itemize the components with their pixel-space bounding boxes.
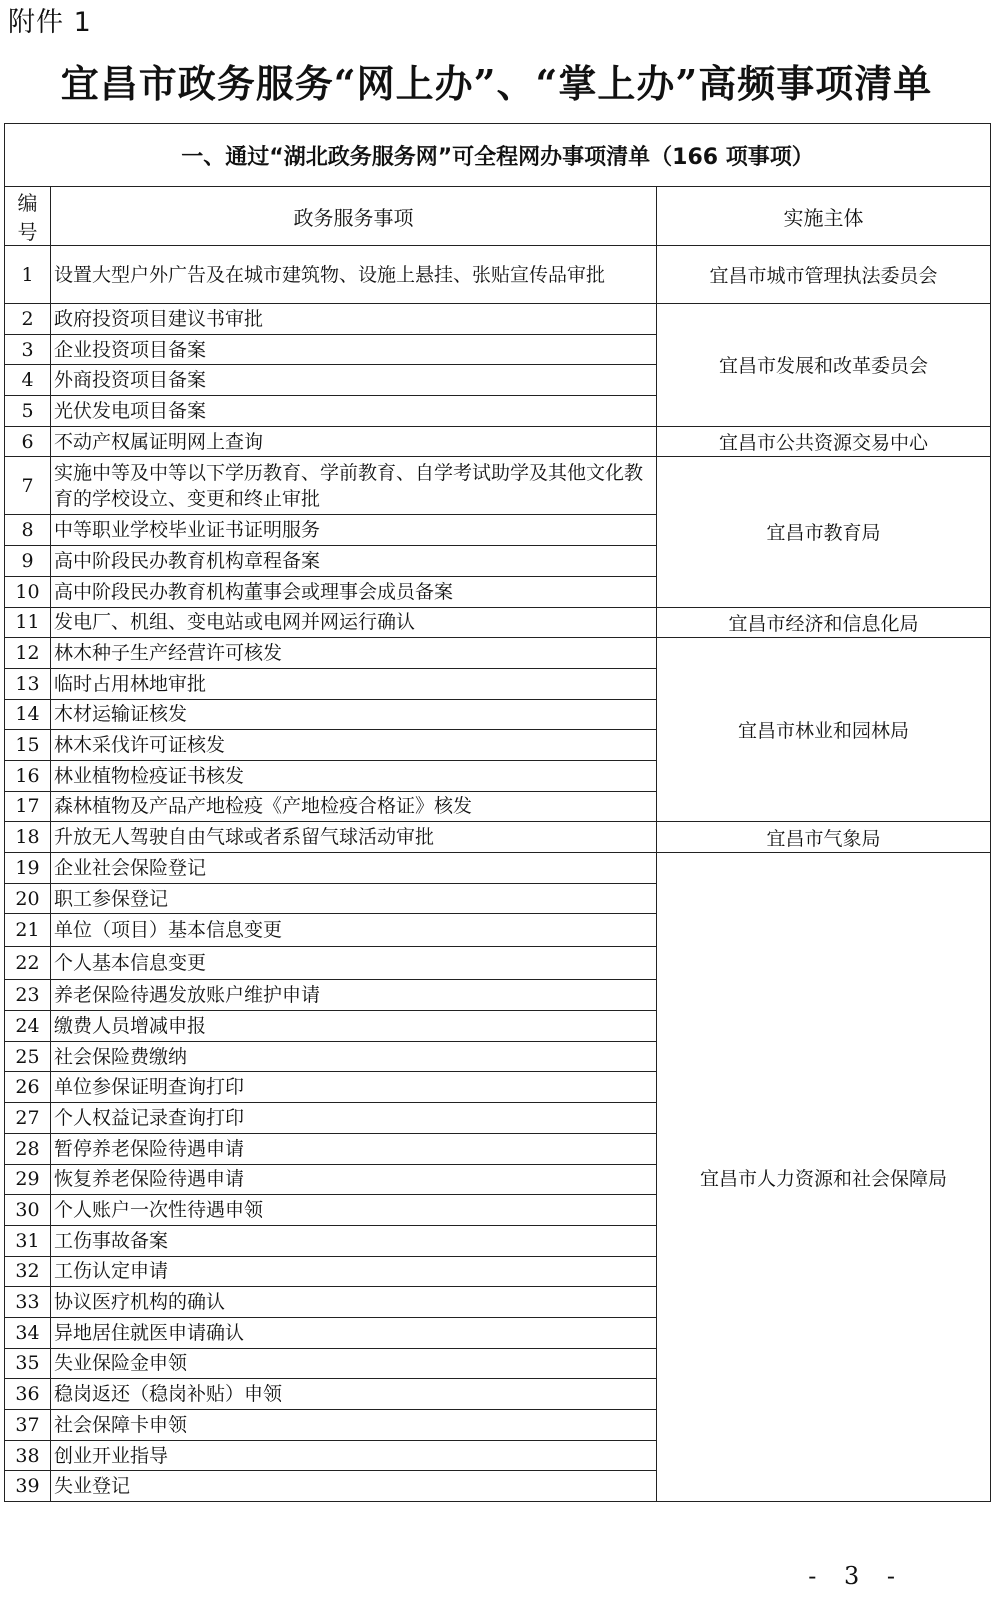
item-number: 12 <box>5 638 51 669</box>
table-row <box>5 426 991 457</box>
item-number: 23 <box>5 980 51 1011</box>
implementing-agency: 宜昌市林业和园林局 <box>657 638 991 822</box>
service-item: 社会保险费缴纳 <box>51 1041 657 1072</box>
item-number: 2 <box>5 304 51 335</box>
implementing-agency: 宜昌市发展和改革委员会 <box>657 304 991 427</box>
attachment-label: 附件 1 <box>8 7 92 38</box>
item-number: 4 <box>5 365 51 396</box>
service-item: 创业开业指导 <box>51 1440 657 1471</box>
service-item: 异地居住就医申请确认 <box>51 1317 657 1348</box>
item-number: 17 <box>5 791 51 822</box>
item-number: 3 <box>5 334 51 365</box>
item-number: 5 <box>5 396 51 427</box>
item-number: 31 <box>5 1225 51 1256</box>
table-row <box>5 246 991 304</box>
service-item: 林业植物检疫证书核发 <box>51 760 657 791</box>
service-item: 单位参保证明查询打印 <box>51 1072 657 1103</box>
item-number: 34 <box>5 1317 51 1348</box>
item-number: 29 <box>5 1164 51 1195</box>
column-header-item: 政务服务事项 <box>51 187 657 246</box>
service-item: 企业社会保险登记 <box>51 853 657 884</box>
implementing-agency: 宜昌市城市管理执法委员会 <box>657 246 991 304</box>
service-item: 养老保险待遇发放账户维护申请 <box>51 980 657 1011</box>
service-item: 不动产权属证明网上查询 <box>51 426 657 457</box>
service-item: 职工参保登记 <box>51 883 657 914</box>
item-number: 8 <box>5 515 51 546</box>
table-header-row <box>5 187 991 246</box>
implementing-agency: 宜昌市公共资源交易中心 <box>657 426 991 457</box>
item-number: 22 <box>5 947 51 980</box>
document-title: 宜昌市政务服务“网上办”、“掌上办”高频事项清单 <box>60 61 933 106</box>
service-item: 失业登记 <box>51 1471 657 1502</box>
service-item: 高中阶段民办教育机构董事会或理事会成员备案 <box>51 576 657 607</box>
item-number: 32 <box>5 1256 51 1287</box>
service-item: 中等职业学校毕业证书证明服务 <box>51 515 657 546</box>
table-row <box>5 853 991 884</box>
item-number: 36 <box>5 1379 51 1410</box>
table-row <box>5 457 991 515</box>
service-item: 失业保险金申领 <box>51 1348 657 1379</box>
item-number: 1 <box>5 246 51 304</box>
item-number: 6 <box>5 426 51 457</box>
item-number: 11 <box>5 607 51 638</box>
item-number: 10 <box>5 576 51 607</box>
service-item: 林木种子生产经营许可核发 <box>51 638 657 669</box>
service-item: 森林植物及产品产地检疫《产地检疫合格证》核发 <box>51 791 657 822</box>
item-number: 39 <box>5 1471 51 1502</box>
service-item: 个人账户一次性待遇申领 <box>51 1195 657 1226</box>
item-number: 27 <box>5 1103 51 1134</box>
item-number: 25 <box>5 1041 51 1072</box>
table-row <box>5 638 991 669</box>
service-item: 工伤认定申请 <box>51 1256 657 1287</box>
item-number: 20 <box>5 883 51 914</box>
service-item: 林木采伐许可证核发 <box>51 730 657 761</box>
item-number: 15 <box>5 730 51 761</box>
item-number: 37 <box>5 1410 51 1441</box>
page-number: - 3 - <box>808 1562 905 1590</box>
service-item: 稳岗返还（稳岗补贴）申领 <box>51 1379 657 1410</box>
implementing-agency: 宜昌市气象局 <box>657 822 991 853</box>
item-number: 28 <box>5 1133 51 1164</box>
item-number: 9 <box>5 546 51 577</box>
item-number: 21 <box>5 914 51 947</box>
service-item: 工伤事故备案 <box>51 1225 657 1256</box>
item-number: 26 <box>5 1072 51 1103</box>
item-number: 35 <box>5 1348 51 1379</box>
service-item: 升放无人驾驶自由气球或者系留气球活动审批 <box>51 822 657 853</box>
service-items-table <box>4 123 991 1502</box>
service-item: 发电厂、机组、变电站或电网并网运行确认 <box>51 607 657 638</box>
column-header-number: 编号 <box>5 187 51 246</box>
implementing-agency: 宜昌市教育局 <box>657 457 991 607</box>
item-number: 24 <box>5 1011 51 1042</box>
section-row <box>5 124 991 187</box>
service-item: 单位（项目）基本信息变更 <box>51 914 657 947</box>
implementing-agency: 宜昌市经济和信息化局 <box>657 607 991 638</box>
item-number: 38 <box>5 1440 51 1471</box>
table-row <box>5 304 991 335</box>
service-item: 企业投资项目备案 <box>51 334 657 365</box>
item-number: 7 <box>5 457 51 515</box>
item-number: 30 <box>5 1195 51 1226</box>
service-item: 社会保障卡申领 <box>51 1410 657 1441</box>
item-number: 33 <box>5 1287 51 1318</box>
item-number: 13 <box>5 668 51 699</box>
service-item: 个人权益记录查询打印 <box>51 1103 657 1134</box>
item-number: 14 <box>5 699 51 730</box>
service-item: 高中阶段民办教育机构章程备案 <box>51 546 657 577</box>
service-item: 设置大型户外广告及在城市建筑物、设施上悬挂、张贴宣传品审批 <box>51 246 657 304</box>
column-header-agency: 实施主体 <box>657 187 991 246</box>
table-row <box>5 607 991 638</box>
item-number: 18 <box>5 822 51 853</box>
service-item: 临时占用林地审批 <box>51 668 657 699</box>
service-item: 政府投资项目建议书审批 <box>51 304 657 335</box>
service-item: 协议医疗机构的确认 <box>51 1287 657 1318</box>
service-item: 外商投资项目备案 <box>51 365 657 396</box>
table-row <box>5 822 991 853</box>
service-item: 光伏发电项目备案 <box>51 396 657 427</box>
item-number: 16 <box>5 760 51 791</box>
implementing-agency: 宜昌市人力资源和社会保障局 <box>657 853 991 1502</box>
item-number: 19 <box>5 853 51 884</box>
service-item: 实施中等及中等以下学历教育、学前教育、自学考试助学及其他文化教育的学校设立、变更和终止审批 <box>51 457 657 515</box>
service-item: 缴费人员增减申报 <box>51 1011 657 1042</box>
service-item: 个人基本信息变更 <box>51 947 657 980</box>
service-item: 恢复养老保险待遇申请 <box>51 1164 657 1195</box>
service-item: 木材运输证核发 <box>51 699 657 730</box>
section-title: 一、通过“湖北政务服务网”可全程网办事项清单（166 项事项） <box>5 124 991 187</box>
service-item: 暂停养老保险待遇申请 <box>51 1133 657 1164</box>
